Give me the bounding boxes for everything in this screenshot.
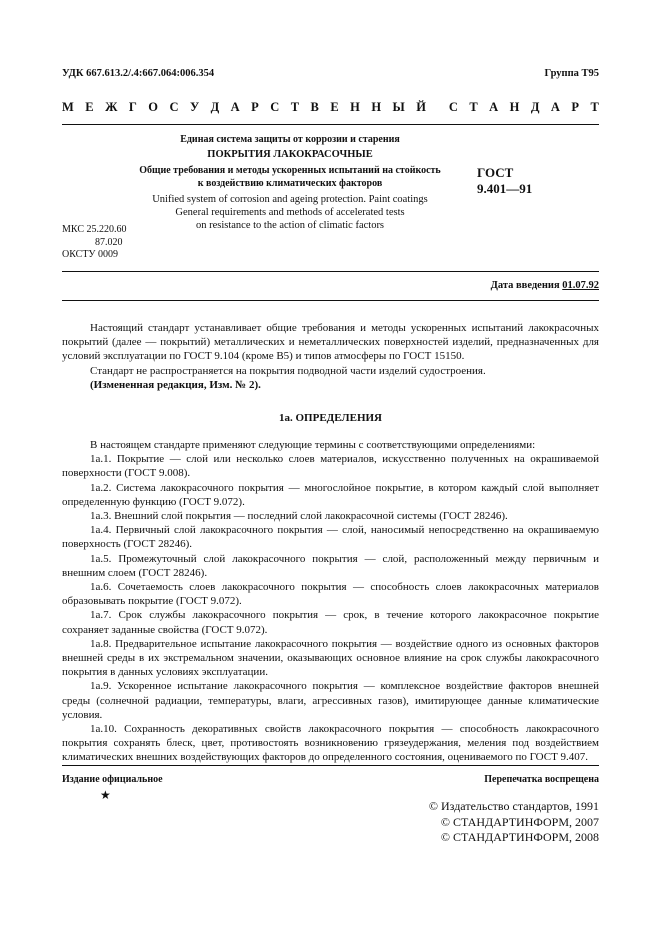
banner-letter: Н bbox=[371, 100, 382, 114]
subtitle bbox=[120, 164, 460, 190]
definition-item: 1а.6. Сочетаемость слоев лакокрасочного покрытия — способность слоев лакокрасочных материалов образовывать покрытие (ГОСТ 9.072). bbox=[62, 581, 599, 608]
okstu-code: ОКСТУ 0009 bbox=[62, 249, 119, 260]
banner-letter: Т bbox=[290, 100, 300, 114]
definition-item: 1а.8. Предварительное испытание лакокрасочного покрытия — воздействие одного из основных факторов внешней среды в их экстремальном значении, оказывающих основное влияние на срок службы лакокрасочного покрытия в данных условиях эксплуатации. bbox=[62, 637, 599, 679]
definition-item: 1а.9. Ускоренное испытание лакокрасочного покрытия — комплексное воздействие факторов внешней среды (солнечной радиации, температуры, влаги, агрессивных газов), имитирующее данные климатические условия. bbox=[62, 680, 599, 721]
banner-letter: Ы bbox=[392, 100, 405, 114]
definition-item: 1а.10. Сохранность декоративных свойств лакокрасочного покрытия — способность лакокрасочного покрытия сохранять блеск, цвет, противостоять возникновению грязеудержания, меления под воздействием климатических внешних воздействующих факторов до определенного состояния, оцениваемого по ГОСТ 9.407. bbox=[62, 723, 599, 764]
date-rule bbox=[62, 300, 599, 301]
banner-letter: В bbox=[310, 100, 319, 114]
banner-letter: А bbox=[550, 100, 560, 114]
footer-rule bbox=[62, 765, 599, 766]
banner-letter: Н bbox=[350, 100, 360, 114]
introduction-date bbox=[491, 280, 599, 291]
system-title: Единая система защиты от коррозии и старения bbox=[180, 134, 400, 145]
official-edition: Издание официальное bbox=[62, 774, 163, 785]
reprint-notice: Перепечатка воспрещена bbox=[484, 774, 599, 785]
english-title-line-1: Unified system of corrosion and ageing protection. Paint coatings bbox=[152, 194, 428, 205]
group-code: Группа Т95 bbox=[544, 68, 599, 79]
copyright-line-2: © СТАНДАРТИНФОРМ, 2007 bbox=[440, 814, 599, 829]
banner-letter: Г bbox=[128, 100, 137, 114]
mks-code-2: 87.020 bbox=[95, 236, 123, 248]
gost-number bbox=[477, 165, 532, 197]
banner-letter: А bbox=[230, 100, 240, 114]
definitions-intro: В настоящем стандарте применяют следующие термины с соответствующими определениями: bbox=[90, 439, 536, 451]
banner-letter: О bbox=[148, 100, 159, 114]
udk-code: УДК 667.613.2/.4:667.064:006.354 bbox=[62, 68, 215, 79]
banner-letter: С bbox=[169, 100, 179, 114]
banner-letter: Д bbox=[530, 100, 540, 114]
definition-item: 1а.5. Промежуточный слой лакокрасочного покрытия — слой, расположенный между первичным и внешним слоем (ГОСТ 28246). bbox=[62, 552, 599, 579]
introduction-date-label: Дата введения bbox=[490, 280, 563, 291]
banner-letter: Р bbox=[251, 100, 259, 114]
banner-letter: Д bbox=[210, 100, 220, 114]
subtitle-line-1: Общие требования и методы ускоренных испытаний на стойкость bbox=[139, 165, 441, 176]
title-block bbox=[120, 133, 460, 232]
header-rule bbox=[62, 124, 599, 125]
banner-letter: С bbox=[270, 100, 280, 114]
definition-item: 1а.1. Покрытие — слой или несколько слоев материалов, искусственно полученных на окрашиваемой поверхности (ГОСТ 9.008). bbox=[62, 453, 599, 480]
english-title-line-2: General requirements and methods of accelerated tests bbox=[175, 207, 405, 218]
banner-letter: А bbox=[489, 100, 499, 114]
banner-letter: Ж bbox=[105, 100, 118, 114]
definitions-text bbox=[62, 438, 599, 765]
codes-rule bbox=[62, 271, 599, 272]
copyright-line-1: © Издательство стандартов, 1991 bbox=[428, 799, 599, 813]
gost-code: 9.401—91 bbox=[477, 181, 533, 196]
classification-codes bbox=[62, 224, 126, 262]
banner-letter: С bbox=[448, 100, 458, 114]
scope-paragraph: Стандарт не распространяется на покрытия подводной части изделий судостроения. bbox=[90, 364, 486, 377]
interstate-standard-banner bbox=[62, 100, 599, 115]
main-title: ПОКРЫТИЯ ЛАКОКРАСОЧНЫЕ bbox=[207, 149, 373, 160]
intro-paragraph: Настоящий стандарт устанавливает общие требования и методы ускоренных испытаний лакокрасочных покрытий (далее — покрытий) металлических и неметаллических поверхностей изделий, предназначенных для условий эксплуатации по ГОСТ 9.104 (кроме В5) и типов атмосферы по ГОСТ 15150. bbox=[62, 322, 599, 363]
definition-item: 1а.3. Внешний слой покрытия — последний слой лакокрасочной системы (ГОСТ 28246). bbox=[90, 510, 508, 523]
banner-letter: Т bbox=[469, 100, 478, 114]
definition-item: 1а.4. Первичный слой лакокрасочного покрытия — слой, наносимый непосредственно на окрашиваемую поверхность (ГОСТ 28246). bbox=[62, 524, 599, 551]
banner-letter: Е bbox=[85, 100, 94, 114]
intro-text bbox=[62, 321, 599, 392]
banner-letter: Й bbox=[416, 100, 426, 114]
copyright-line-3: © СТАНДАРТИНФОРМ, 2008 bbox=[440, 830, 599, 844]
english-title bbox=[120, 193, 460, 232]
banner-letter: Н bbox=[509, 100, 520, 114]
revision-note: (Измененная редакция, Изм. № 2). bbox=[90, 378, 261, 391]
section-heading: 1а. ОПРЕДЕЛЕНИЯ bbox=[278, 412, 383, 424]
banner-letter: Р bbox=[571, 100, 580, 114]
gost-label: ГОСТ bbox=[477, 165, 514, 180]
mks-code: МКС 25.220.60 bbox=[62, 224, 127, 235]
subtitle-line-2: к воздействию климатических факторов bbox=[197, 178, 383, 189]
banner-letter: Е bbox=[330, 100, 339, 114]
star-icon: ★ bbox=[100, 788, 111, 802]
copyright-block bbox=[429, 799, 599, 846]
banner-letter: М bbox=[62, 100, 74, 114]
definition-item: 1а.2. Система лакокрасочного покрытия — многослойное покрытие, в котором каждый слой выполняет определенную функцию (ГОСТ 9.072). bbox=[62, 481, 599, 508]
definition-item: 1а.7. Срок службы лакокрасочного покрытия — срок, в течение которого лакокрасочное покрытие сохраняет заданные свойства (ГОСТ 9.072). bbox=[62, 609, 599, 636]
english-title-line-3: on resistance to the action of climatic factors bbox=[195, 220, 385, 231]
banner-letter: У bbox=[189, 100, 200, 114]
introduction-date-value: 01.07.92 bbox=[562, 280, 599, 291]
banner-letter: Т bbox=[590, 100, 599, 114]
